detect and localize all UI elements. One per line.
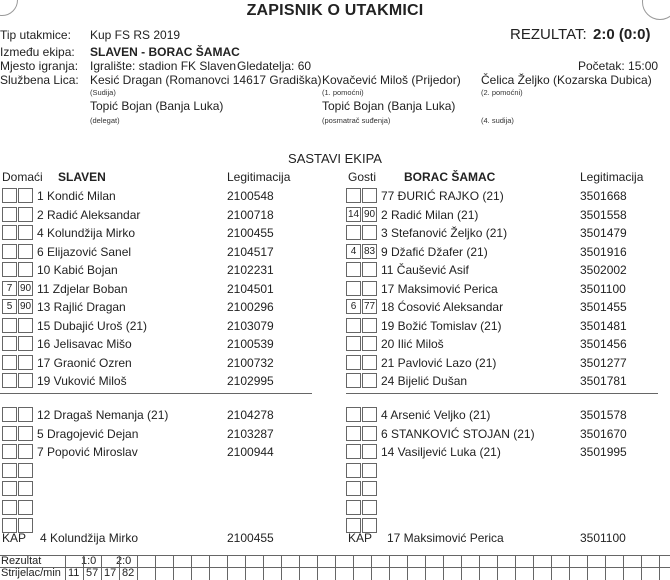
sub-minute-box [362, 336, 377, 351]
sub-number-box [346, 225, 361, 240]
teams-value: SLAVEN - BORAC ŠAMAC [90, 45, 240, 59]
sub-number-box [2, 426, 17, 441]
sub-number-box [2, 318, 17, 333]
player-legitimation: 2103287 [227, 427, 274, 441]
score-scorer-label: Strijelac/min [1, 567, 61, 579]
away-captain-leg: 3501100 [580, 531, 626, 545]
sub-number-box [346, 281, 361, 296]
player-name: 7 Popović Miroslav [37, 445, 138, 459]
score-scorer-cell: 11 [68, 567, 80, 579]
player-name: 16 Jelisavac Mišo [37, 337, 132, 351]
sub-minute-box [18, 426, 33, 441]
score-strip-cell [317, 555, 318, 580]
score-strip-cell [659, 555, 660, 580]
score-strip-cell [137, 555, 138, 580]
sub-number-box [2, 355, 17, 370]
player-name: 2 Radić Milan (21) [381, 208, 479, 222]
sub-minute-box [362, 188, 377, 203]
score-strip-cell [425, 555, 426, 580]
sub-number-box [2, 444, 17, 459]
player-legitimation: 3501481 [580, 319, 627, 333]
sub-number-box [346, 336, 361, 351]
sub-minute-box [18, 336, 33, 351]
sub-minute-box [18, 373, 33, 388]
away-leg-header: Legitimacija [580, 170, 644, 184]
player-legitimation: 2104517 [227, 245, 274, 259]
player-legitimation: 3501995 [580, 445, 627, 459]
away-team-name: BORAC ŠAMAC [404, 170, 496, 184]
player-name: 19 Vuković Miloš [37, 374, 127, 388]
player-legitimation: 3501781 [580, 374, 627, 388]
player-legitimation: 3501456 [580, 337, 627, 351]
official-name: Kesić Dragan (Romanovci 14617 Gradiška) [90, 73, 322, 87]
official-role: (delegat) [90, 116, 120, 125]
sub-minute-box: 90 [19, 301, 32, 312]
sub-number-box [346, 188, 361, 203]
score-strip-cell [101, 555, 102, 580]
sub-number-box [2, 407, 17, 422]
player-name: 13 Rajlić Dragan [37, 300, 126, 314]
result-value: 2:0 (0:0) [593, 26, 651, 43]
sub-minute-box [18, 500, 33, 515]
score-strip-cell [299, 555, 300, 580]
home-captain-label: KAP [2, 531, 27, 545]
player-legitimation: 3501455 [580, 300, 627, 314]
home-separator [0, 393, 312, 394]
sub-minute-box [362, 500, 377, 515]
sub-minute-box [18, 262, 33, 277]
venue-label: Mjesto igranja: [0, 59, 79, 73]
sub-minute-box [362, 444, 377, 459]
player-legitimation: 3501479 [580, 226, 627, 240]
sub-number-box [346, 262, 361, 277]
player-legitimation: 3501558 [580, 208, 627, 222]
score-scorer-cell: 57 [86, 567, 99, 579]
player-name: 14 Vasiljević Luka (21) [381, 445, 501, 459]
sub-number-box: 5 [2, 299, 17, 314]
sub-number-box: 14 [347, 209, 360, 220]
score-strip-cell [551, 555, 552, 580]
teams-label: Između ekipa: [0, 45, 75, 59]
score-strip-cell [65, 555, 66, 580]
sub-number-box: 4 [346, 244, 361, 259]
player-name: 21 Pavlović Lazo (21) [381, 356, 497, 370]
document-title: ZAPISNIK O UTAKMICI [246, 2, 424, 19]
player-name: 17 Graonić Ozren [37, 356, 132, 370]
player-legitimation: 3501670 [580, 427, 627, 441]
player-legitimation: 2102995 [227, 374, 274, 388]
player-name: 1 Kondić Milan [37, 189, 116, 203]
sub-minute-box [18, 355, 33, 370]
sub-number-box [2, 244, 17, 259]
player-name: 15 Dubajić Uroš (21) [37, 319, 148, 333]
player-legitimation: 3501916 [580, 245, 627, 259]
player-name: 11 Čaušević Asif [381, 263, 469, 277]
player-legitimation: 2100296 [227, 300, 274, 314]
sub-minute-box: 77 [363, 301, 376, 312]
score-strip-cell [245, 555, 246, 580]
player-legitimation: 2100455 [227, 226, 274, 240]
score-strip-cell [83, 555, 84, 580]
sub-number-box: 7 [2, 281, 17, 296]
sub-minute-box [362, 355, 377, 370]
score-strip-cell [263, 555, 264, 580]
sub-number-box [2, 373, 17, 388]
player-name: 19 Božić Tomislav (21) [381, 319, 502, 333]
sub-minute-box [18, 481, 33, 496]
official-name: Kovačević Miloš (Prijedor) [322, 73, 461, 87]
score-strip-cell [407, 555, 408, 580]
sub-minute-box [362, 318, 377, 333]
official-name: Čelica Željko (Kozarska Dubica) [481, 73, 652, 87]
player-legitimation: 2102231 [227, 263, 274, 277]
player-legitimation: 2100732 [227, 356, 274, 370]
score-result-cell: 2:0 [116, 555, 132, 567]
sub-number-box [346, 500, 361, 515]
sub-minute-box [362, 281, 377, 296]
result-label: REZULTAT: [510, 26, 587, 43]
away-label: Gosti [348, 170, 377, 184]
officials-label: Službena Lica: [0, 73, 79, 87]
sub-number-box [346, 355, 361, 370]
home-team-name: SLAVEN [58, 170, 106, 184]
player-name: 11 Zdjelar Boban [37, 282, 128, 296]
player-name: 20 Ilić Miloš [381, 337, 444, 351]
player-legitimation: 3501668 [580, 189, 627, 203]
player-name: 4 Kolundžija Mirko [37, 226, 136, 240]
sub-minute-box [362, 262, 377, 277]
sub-minute-box [18, 188, 33, 203]
sub-minute-box [18, 225, 33, 240]
score-strip-cell [461, 555, 462, 580]
sub-minute-box [18, 444, 33, 459]
score-scorer-cell: 82 [122, 567, 135, 579]
sub-minute-box [362, 373, 377, 388]
score-strip-cell [371, 555, 372, 580]
score-strip-cell [119, 555, 120, 580]
sub-number-box [2, 481, 17, 496]
score-strip-cell [605, 555, 606, 580]
player-legitimation: 2100718 [227, 208, 274, 222]
score-strip-cell [335, 555, 336, 580]
home-captain-player: 4 Kolundžija Mirko [40, 531, 139, 545]
sub-minute-box [362, 407, 377, 422]
player-name: 18 Ćosović Aleksandar [381, 300, 504, 314]
sub-number-box [346, 318, 361, 333]
player-legitimation: 3501277 [580, 356, 627, 370]
sub-number-box [2, 262, 17, 277]
player-name: 17 Maksimović Perica [381, 282, 498, 296]
sub-number-box [346, 444, 361, 459]
home-leg-header: Legitimacija [227, 170, 291, 184]
score-result-cell: 1:0 [81, 555, 97, 567]
score-strip-cell [389, 555, 390, 580]
score-strip-cell [569, 555, 570, 580]
score-strip-cell [353, 555, 354, 580]
sub-minute-box: 90 [363, 209, 376, 220]
match-type-value: Kup FS RS 2019 [90, 28, 181, 42]
venue-value: Igralište: stadion FK Slaven [90, 59, 237, 73]
player-name: 2 Radić Aleksandar [37, 208, 141, 222]
score-strip-cell [281, 555, 282, 580]
sub-number-box [346, 463, 361, 478]
official-role: (2. pomoćni) [481, 88, 523, 97]
score-strip-cell [173, 555, 174, 580]
score-strip-cell [209, 555, 210, 580]
player-name: 6 STANKOVIĆ STOJAN (21) [381, 427, 535, 441]
player-legitimation: 3501100 [580, 282, 626, 296]
match-type-label: Tip utakmice: [0, 28, 71, 42]
official-role: (posmatrač suđenja) [322, 116, 391, 125]
sub-minute-box [362, 463, 377, 478]
sub-minute-box [362, 225, 377, 240]
official-role: (Sudija) [90, 88, 116, 97]
player-name: 24 Bijelić Dušan [381, 374, 468, 388]
sub-number-box [2, 500, 17, 515]
score-strip-cell [479, 555, 480, 580]
sub-number-box [346, 481, 361, 496]
player-legitimation: 2103079 [227, 319, 274, 333]
sub-number-box [2, 225, 17, 240]
player-legitimation: 2104501 [227, 282, 274, 296]
player-legitimation: 3501578 [580, 408, 627, 422]
player-name: 6 Elijazović Sanel [37, 245, 132, 259]
sub-number-box [2, 207, 17, 222]
sub-minute-box [362, 426, 377, 441]
sub-number-box [346, 407, 361, 422]
official-role: (1. pomoćni) [322, 88, 364, 97]
sub-minute-box [18, 318, 33, 333]
player-name: 4 Arsenić Veljko (21) [381, 408, 491, 422]
player-legitimation: 2100944 [227, 445, 274, 459]
player-legitimation: 2100548 [227, 189, 274, 203]
sub-number-box [346, 426, 361, 441]
lineups-title: SASTAVI EKIPA [288, 151, 382, 166]
player-name: 12 Dragaš Nemanja (21) [37, 408, 169, 422]
score-strip-cell [641, 555, 642, 580]
sub-minute-box [18, 244, 33, 259]
attendance: Gledatelja: 60 [237, 59, 312, 73]
score-strip-cell [443, 555, 444, 580]
player-name: 5 Dragojević Dejan [37, 427, 139, 441]
sub-minute-box: 83 [363, 246, 376, 257]
player-name: 9 Džafić Džafer (21) [381, 245, 488, 259]
player-name: 10 Kabić Bojan [37, 263, 118, 277]
score-strip-cell [587, 555, 588, 580]
score-scorer-cell: 17 [104, 567, 117, 579]
player-legitimation: 2104278 [227, 408, 274, 422]
kickoff-time: Početak: 15:00 [578, 59, 659, 73]
sub-minute-box [18, 407, 33, 422]
official-name: Topić Bojan (Banja Luka) [322, 99, 456, 113]
score-strip-cell [497, 555, 498, 580]
home-label: Domaći [2, 170, 43, 184]
score-strip-cell [191, 555, 192, 580]
official-role: (4. sudija) [481, 116, 514, 125]
official-name: Topić Bojan (Banja Luka) [90, 99, 224, 113]
sub-number-box [2, 188, 17, 203]
sub-minute-box [362, 481, 377, 496]
score-strip-cell [227, 555, 228, 580]
score-result-label: Rezultat [1, 555, 42, 567]
home-captain-leg: 2100455 [227, 531, 274, 545]
sub-minute-box [18, 207, 33, 222]
away-separator [346, 393, 658, 394]
player-name: 77 ĐURIĆ RAJKO (21) [381, 189, 504, 203]
score-strip-cell [533, 555, 534, 580]
away-captain-player: 17 Maksimović Perica [387, 531, 504, 545]
score-strip-cell [515, 555, 516, 580]
score-strip-cell [623, 555, 624, 580]
sub-minute-box: 90 [19, 283, 32, 294]
sub-number-box [346, 373, 361, 388]
sub-minute-box [18, 463, 33, 478]
player-legitimation: 3502002 [580, 263, 627, 277]
away-captain-label: KAP [348, 531, 373, 545]
sub-number-box [2, 463, 17, 478]
score-strip-cell [155, 555, 156, 580]
player-legitimation: 2100539 [227, 337, 274, 351]
sub-number-box [2, 336, 17, 351]
player-name: 3 Stefanović Željko (21) [381, 226, 508, 240]
sub-number-box: 6 [346, 299, 361, 314]
